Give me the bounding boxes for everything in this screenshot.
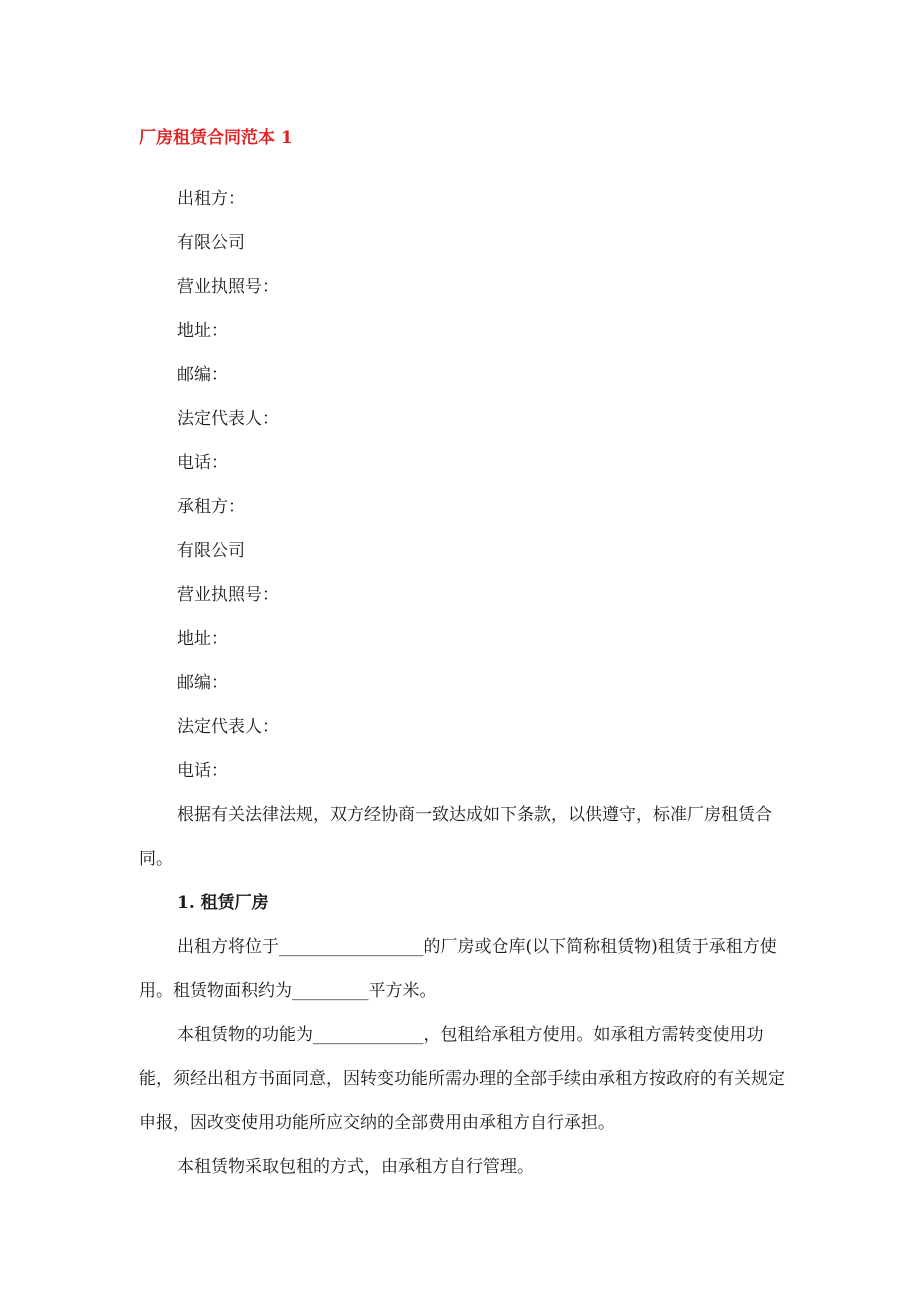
lessee-company: 有限公司 — [177, 541, 245, 561]
lessor-postcode: 邮编： — [177, 365, 228, 385]
lessee-address: 地址： — [177, 629, 228, 649]
intro-paragraph: 根据有关法律法规，双方经协商一致达成如下条款，以供遵守，标准厂房租赁合同。 — [139, 805, 772, 869]
section-1-paragraph-3: 本租赁物采取包租的方式，由承租方自行管理。 — [177, 1157, 534, 1177]
section-1-paragraph-1: 出租方将位于_________________的厂房或仓库(以下简称租赁物)租赁于承租方使用。租赁物面积约为_________平方米。 — [139, 937, 777, 1001]
lessor-license: 营业执照号： — [177, 277, 279, 297]
section-1-heading: 1. 租赁厂房 — [177, 893, 269, 913]
lessee-legal-rep: 法定代表人： — [177, 717, 279, 737]
lessor-label: 出租方： — [177, 189, 245, 209]
section-1-paragraph-2: 本租赁物的功能为_____________，包租给承租方使用。如承租方需转变使用功能，须经出租方书面同意，因转变功能所需办理的全部手续由承租方按政府的有关规定申报，因改变使用功能所应交纳的全部费用由承租方自行承担。 — [139, 1025, 785, 1133]
document-title: 厂房租赁合同范本 1 — [139, 128, 293, 148]
lessor-address: 地址： — [177, 321, 228, 341]
lessor-phone: 电话： — [177, 453, 228, 473]
lessee-postcode: 邮编： — [177, 673, 228, 693]
lessee-license: 营业执照号： — [177, 585, 279, 605]
lessee-phone: 电话： — [177, 761, 228, 781]
lessor-legal-rep: 法定代表人： — [177, 409, 279, 429]
lessor-company: 有限公司 — [177, 233, 245, 253]
lessee-label: 承租方： — [177, 497, 245, 517]
